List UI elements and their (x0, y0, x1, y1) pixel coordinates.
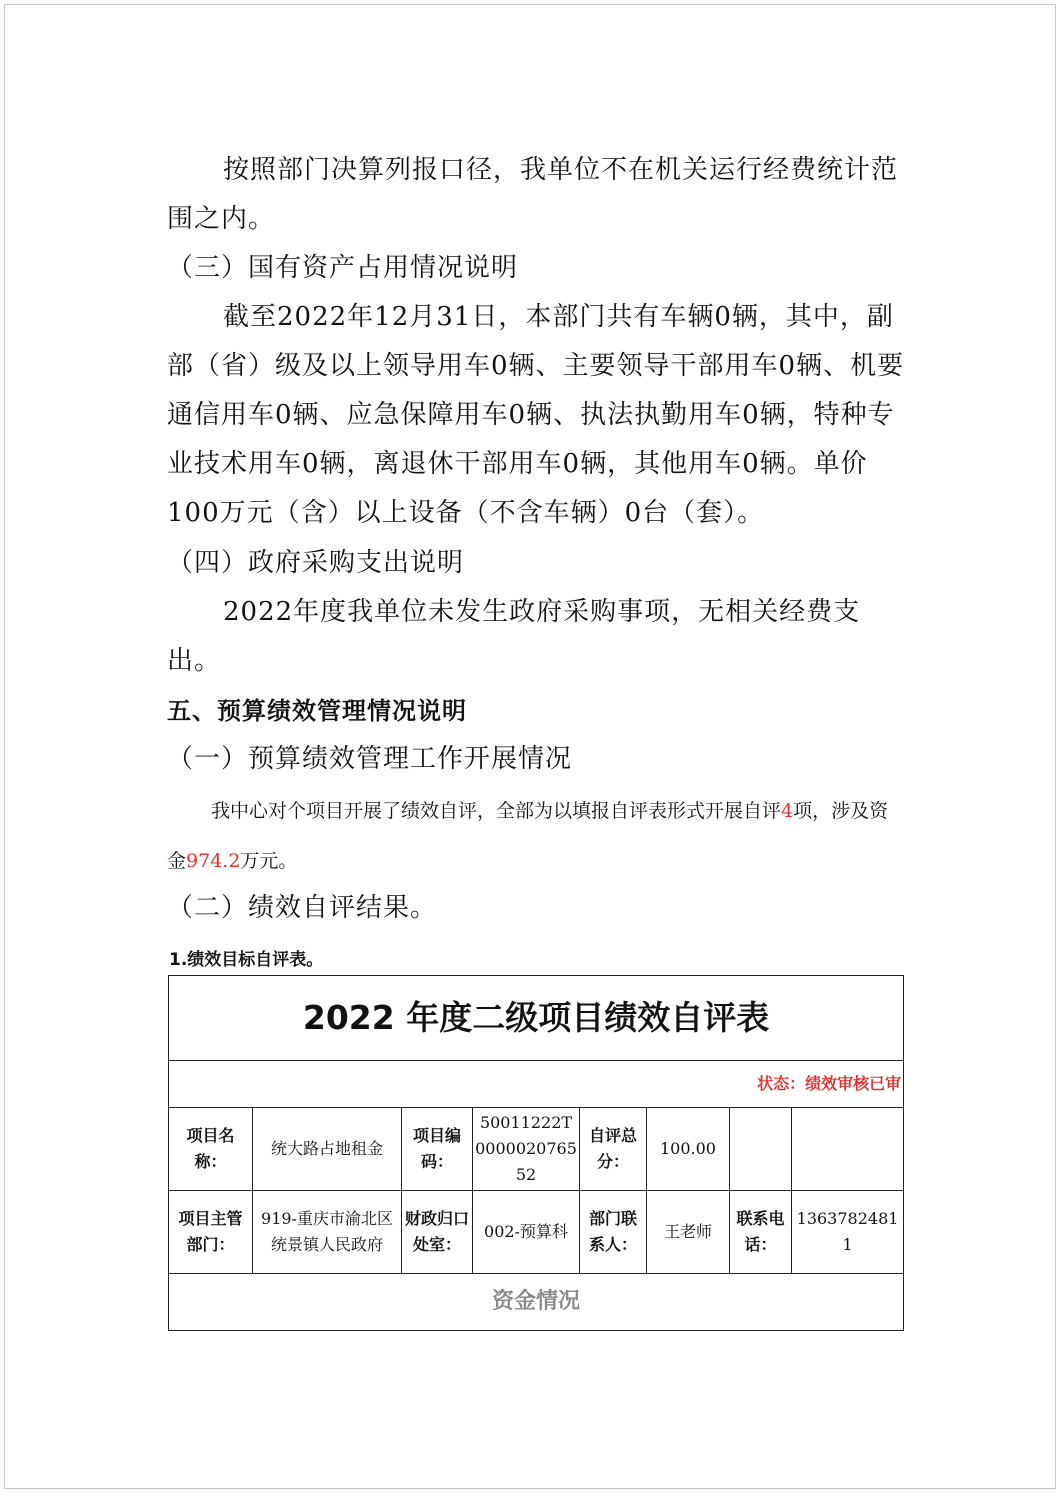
paragraph-running-costs: 按照部门决算列报口径，我单位不在机关运行经费统计范围之内。 (167, 155, 899, 234)
score-label: 自评总分： (580, 1108, 647, 1191)
table-caption: 1.绩效目标自评表。 (169, 950, 324, 970)
empty-cell (792, 1108, 904, 1191)
paragraph-procurement: 2022年度我单位未发生政府采购事项，无相关经费支出。 (167, 597, 861, 676)
contact-label: 部门联系人： (580, 1191, 647, 1274)
funds-heading: 资金情况 (169, 1274, 904, 1331)
performance-evaluation-table (168, 975, 904, 1331)
document-page (4, 4, 1056, 1489)
dept-value: 919-重庆市渝北区统景镇人民政府 (253, 1191, 402, 1274)
phone-value: 13637824811 (792, 1191, 904, 1274)
heading-budget-performance: 五、预算绩效管理情况说明 (167, 697, 467, 725)
paragraph-vehicles: 截至2022年12月31日，本部门共有车辆0辆，其中，副部（省）级及以上领导用车0辆、主要领导干部用车0辆、机要通信用车0辆、应急保障用车0辆、执法执勤用车0辆，特种专业技术用车0辆，离退休干部用车0辆，其他用车0辆。单价100万元（含）以上设备（不含车辆）0台（套）。 (167, 302, 905, 528)
self-eval-text-c: 万元。 (240, 850, 298, 872)
table-title: 2022 年度二级项目绩效自评表 (169, 976, 904, 1061)
self-eval-amount: 974.2 (186, 850, 241, 872)
empty-cell (730, 1108, 792, 1191)
heading-performance-work: （一）预算绩效管理工作开展情况 (167, 744, 573, 774)
project-name-label: 项目名称： (169, 1108, 253, 1191)
dept-label: 项目主管部门： (169, 1191, 253, 1274)
heading-state-assets: （三）国有资产占用情况说明 (167, 253, 519, 283)
finance-label: 财政归口处室： (402, 1191, 473, 1274)
heading-procurement: （四）政府采购支出说明 (167, 548, 465, 578)
self-eval-text-a: 我中心对个项目开展了绩效自评，全部为以填报自评表形式开展自评 (211, 800, 782, 822)
project-name-value: 统大路占地租金 (253, 1108, 402, 1191)
phone-label: 联系电话： (730, 1191, 792, 1274)
project-code-label: 项目编码： (402, 1108, 473, 1191)
self-eval-count: 4 (781, 800, 794, 822)
status-badge: 状态：绩效审核已审 (169, 1061, 904, 1108)
contact-value: 王老师 (647, 1191, 730, 1274)
paragraph-self-evaluation (167, 786, 907, 886)
self-eval-text-b: 项，涉及资金 (167, 800, 889, 872)
score-value: 100.00 (647, 1108, 730, 1191)
finance-value: 002-预算科 (473, 1191, 580, 1274)
heading-evaluation-results: （二）绩效自评结果。 (167, 893, 438, 923)
project-code-value: 50011222T000002076552 (473, 1108, 580, 1191)
